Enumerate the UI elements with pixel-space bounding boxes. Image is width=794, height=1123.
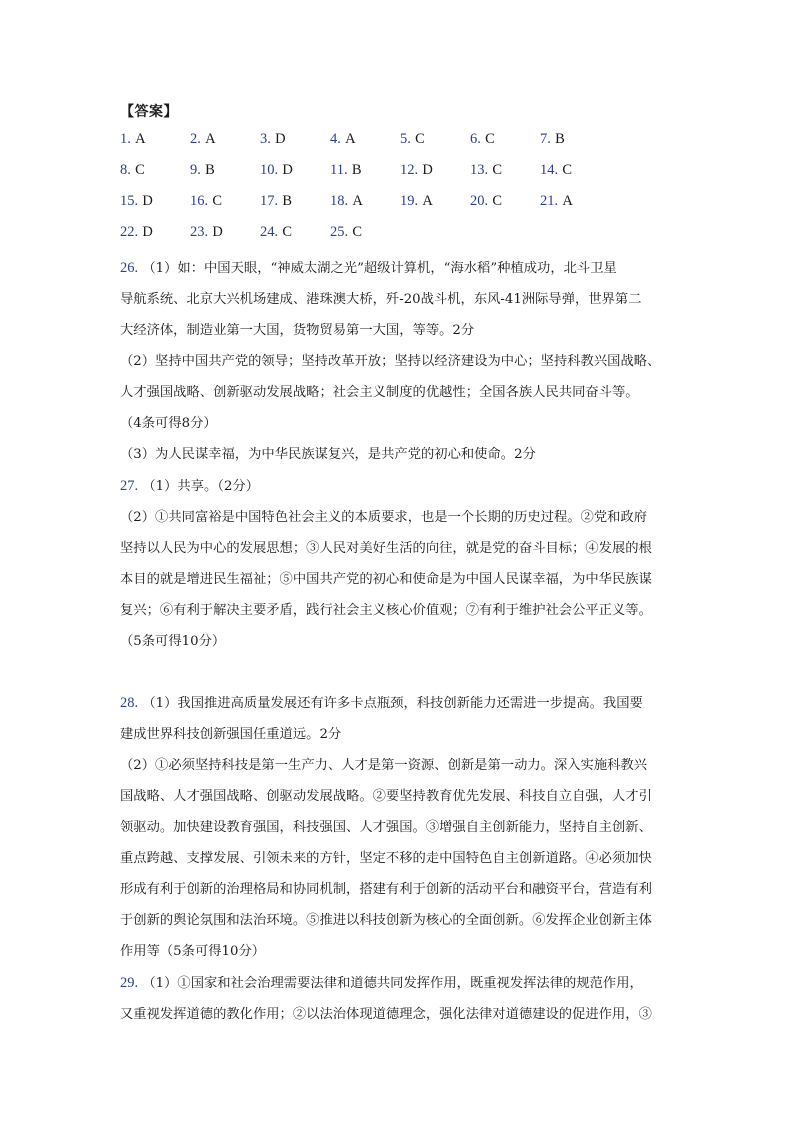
answer-letter: B (351, 162, 362, 178)
answer-item (330, 131, 356, 148)
answer-header: 【答案】 (120, 104, 178, 120)
answer-text: （3）为人民谋幸福，为中华民族谋复兴，是共产党的初心和使命。2分 (120, 447, 536, 462)
answer-text: （4条可得8分） (120, 416, 217, 431)
answer-line (120, 471, 685, 502)
answer-letter: A (562, 193, 573, 209)
question-number: 19. (400, 193, 419, 209)
answer-letter: D (142, 193, 153, 209)
answer-text: 建成世界科技创新强国任重道远。2分 (120, 727, 342, 742)
answer-text: 本目的就是增进民生福祉；⑤中国共产党的初心和使命是为中国人民谋幸福，为中华民族谋 (120, 572, 652, 587)
answer-text: 坚持以人民为中心的发展思想；③人民对美好生活的向往，就是党的奋斗目标；④发展的根 (120, 541, 652, 556)
question-29-answer (120, 968, 685, 1030)
question-number: 22. (120, 224, 139, 240)
answer-text: 重点跨越、支撑发展、引领未来的方针，坚定不移的走中国特色自主创新道路。④必须加快 (120, 851, 652, 866)
answer-item (190, 224, 223, 241)
answer-item (260, 193, 292, 210)
question-number: 21. (540, 193, 559, 209)
answer-line (120, 968, 685, 999)
answer-letter: C (492, 193, 503, 209)
answer-item (400, 162, 433, 179)
question-number: 2. (190, 131, 201, 147)
question-number: 4. (330, 131, 341, 147)
answer-text: 导航系统、北京大兴机场建成、港珠澳大桥，歼-20战斗机，东风-41洲际导弹，世界第二 (120, 292, 642, 307)
answer-line (120, 284, 685, 315)
question-number: 12. (400, 162, 419, 178)
answer-letter: C (562, 162, 573, 178)
question-number: 29. (120, 975, 139, 991)
answer-line (120, 688, 685, 719)
answer-text: 形成有利于创新的治理格局和协同机制，搭建有利于创新的活动平台和融资平台，营造有利 (120, 882, 652, 897)
answer-line (120, 346, 685, 377)
answer-text: 复兴；⑥有利于解决主要矛盾，践行社会主义核心价值观；⑦有利于维护社会公平正义等。 (120, 603, 652, 618)
answer-letter: C (212, 193, 223, 209)
answer-letter: D (275, 131, 286, 147)
answer-letter: A (352, 193, 363, 209)
answer-item (470, 131, 495, 148)
answer-line (120, 781, 685, 812)
question-number: 23. (190, 224, 209, 240)
answer-letter: C (492, 162, 503, 178)
question-number: 3. (260, 131, 271, 147)
answer-line (120, 626, 685, 657)
answer-letter: A (205, 131, 216, 147)
answer-text: （1）①国家和社会治理需要法律和道德共同发挥作用，既重视发挥法律的规范作用， (142, 976, 643, 991)
question-number: 1. (120, 131, 131, 147)
question-number: 26. (120, 260, 139, 276)
question-26-answer (120, 253, 685, 470)
answer-line (120, 408, 685, 439)
question-27-answer (120, 471, 685, 657)
question-number: 18. (330, 193, 349, 209)
answer-letter: C (415, 131, 425, 147)
answer-letter: B (205, 162, 215, 178)
answer-text: （1）我国推进高质量发展还有许多卡点瓶颈，科技创新能力还需进一步提高。我国要 (142, 696, 643, 711)
answer-text: 领驱动。加快建设教育强国，科技强国、人才强国。③增强自主创新能力，坚持自主创新、 (120, 820, 652, 835)
question-number: 6. (470, 131, 481, 147)
answer-text: （2）①必须坚持科技是第一生产力、人才是第一资源、创新是第一动力。深入实施科教兴 (120, 758, 648, 773)
question-number: 27. (120, 478, 139, 494)
answer-line (120, 533, 685, 564)
answer-line (120, 905, 685, 936)
question-number: 20. (470, 193, 489, 209)
question-number: 8. (120, 162, 131, 178)
answer-text: 国战略、人才强国战略、创驱动发展战略。②要坚持教育优先发展、科技自立自强，人才引 (120, 789, 652, 804)
answer-letter: D (212, 224, 223, 240)
answer-line (120, 719, 685, 750)
answer-item (470, 193, 502, 210)
answer-item (400, 131, 425, 148)
question-number: 15. (120, 193, 139, 209)
answer-text: 又重视发挥道德的教化作用；②以法治体现道德理念，强化法律对道德建设的促进作用，③ (120, 1007, 652, 1022)
answer-line (120, 812, 685, 843)
answer-line (120, 999, 685, 1030)
answer-item (330, 224, 362, 241)
answer-item (120, 193, 153, 210)
question-number: 13. (470, 162, 489, 178)
answer-item (540, 162, 572, 179)
answer-row (120, 131, 620, 162)
answer-item (540, 131, 565, 148)
answer-line (120, 564, 685, 595)
answer-text: （2）坚持中国共产党的领导；坚持改革开放；坚持以经济建设为中心；坚持科教兴国战略、 (120, 354, 661, 369)
answer-text: 作用等（5条可得10分） (120, 944, 266, 959)
answer-line (120, 315, 685, 346)
answer-item (330, 162, 362, 179)
answer-item (400, 193, 433, 210)
answer-line (120, 936, 685, 967)
answer-letter: D (282, 162, 293, 178)
answer-line (120, 439, 685, 470)
answer-item (260, 224, 292, 241)
question-number: 10. (260, 162, 279, 178)
answer-item (120, 224, 153, 241)
answer-letter: D (142, 224, 153, 240)
answer-text: 大经济体，制造业第一大国，货物贸易第一大国，等等。2分 (120, 323, 475, 338)
answer-letter: B (555, 131, 565, 147)
answer-line (120, 874, 685, 905)
question-number: 14. (540, 162, 559, 178)
question-number: 9. (190, 162, 201, 178)
answer-item (540, 193, 573, 210)
multiple-choice-answers (120, 131, 620, 255)
answer-line (120, 750, 685, 781)
answer-letter: A (422, 193, 433, 209)
answer-letter: C (485, 131, 495, 147)
answer-item (120, 162, 145, 179)
question-number: 7. (540, 131, 551, 147)
answer-row (120, 224, 620, 255)
question-number: 16. (190, 193, 209, 209)
answer-line (120, 502, 685, 533)
answer-line (120, 253, 685, 284)
answer-item (260, 162, 293, 179)
answer-row (120, 193, 620, 224)
answer-text: （5条可得10分） (120, 634, 226, 649)
answer-text: （1）如：中国天眼，“神威太湖之光”超级计算机，“海水稻”种植成功，北斗卫星 (142, 261, 617, 276)
answer-letter: C (352, 224, 363, 240)
answer-letter: A (345, 131, 356, 147)
answer-letter: B (282, 193, 293, 209)
answer-line (120, 377, 685, 408)
answer-item (120, 131, 146, 148)
answer-letter: C (282, 224, 293, 240)
answer-line (120, 843, 685, 874)
answer-item (330, 193, 363, 210)
question-28-answer (120, 688, 685, 967)
question-number: 17. (260, 193, 279, 209)
answer-text: （2）①共同富裕是中国特色社会主义的本质要求，也是一个长期的历史过程。②党和政府 (120, 510, 648, 525)
answer-letter: D (422, 162, 433, 178)
answer-item (470, 162, 502, 179)
question-number: 24. (260, 224, 279, 240)
answer-text: （1）共享。（2分） (142, 479, 260, 494)
question-number: 28. (120, 695, 139, 711)
question-number: 25. (330, 224, 349, 240)
question-number: 11. (330, 162, 348, 178)
answer-line (120, 595, 685, 626)
answer-letter: C (135, 162, 145, 178)
answer-item (190, 193, 222, 210)
question-number: 5. (400, 131, 411, 147)
answer-item (260, 131, 286, 148)
answer-text: 于创新的舆论氛围和法治环境。⑤推进以科技创新为核心的全面创新。⑥发挥企业创新主体 (120, 913, 652, 928)
answer-item (190, 162, 215, 179)
answer-row (120, 162, 620, 193)
answer-text: 人才强国战略、创新驱动发展战略；社会主义制度的优越性；全国各族人民共同奋斗等。 (120, 385, 639, 400)
answer-letter: A (135, 131, 146, 147)
answer-item (190, 131, 216, 148)
